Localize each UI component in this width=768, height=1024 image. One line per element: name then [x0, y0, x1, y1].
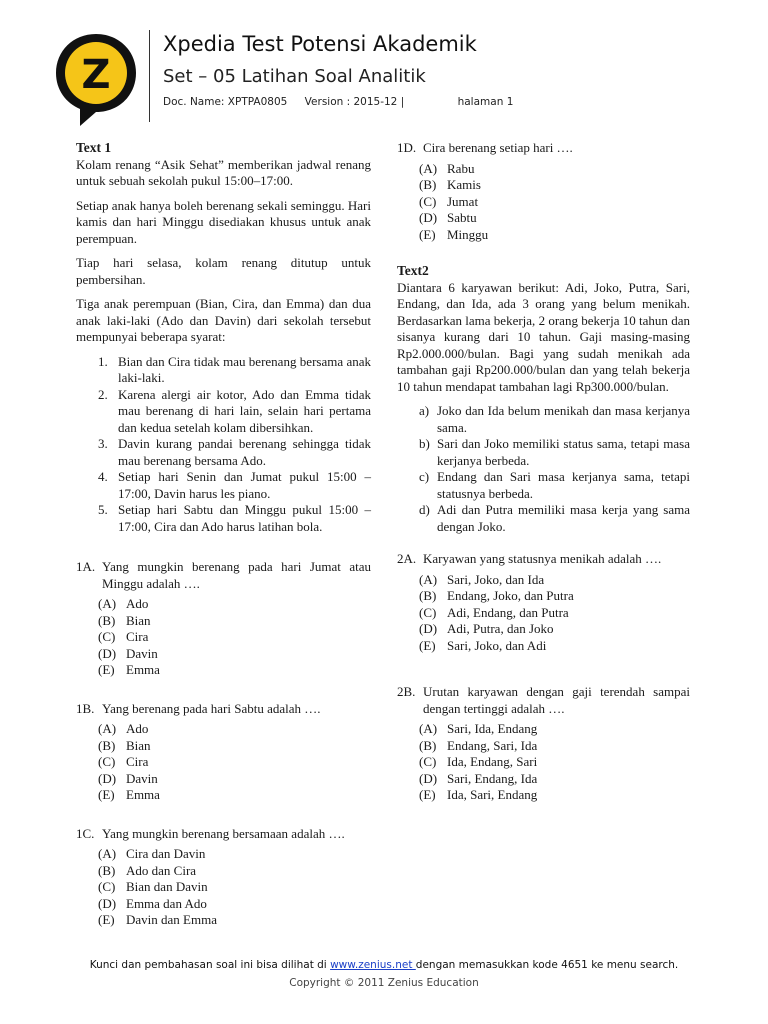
zenius-link[interactable]: www.zenius.net: [330, 959, 416, 971]
option-item: (E) Davin dan Emma: [98, 912, 217, 927]
list-item: 3. Davin kurang pandai berenang sehingga tidak mau berenang bersama Ado.: [98, 436, 371, 468]
option-item: (D) Adi, Putra, dan Joko: [419, 621, 554, 636]
option-item: (C) Jumat: [419, 193, 479, 209]
footer-text-before: Kunci dan pembahasan soal ini bisa dilihat di: [89, 959, 331, 971]
left-column: [76, 140, 371, 929]
text1-title: Text 1: [76, 140, 112, 155]
question-2b: 2B. Urutan karyawan dengan gaji terendah sampai dengan tertinggi adalah ….: [397, 684, 690, 716]
header-divider: [149, 30, 150, 122]
options-1c: [76, 846, 371, 929]
doc-name: Doc. Name: XPTPA0805: [163, 96, 288, 108]
question-1a: 1A. Yang mungkin berenang pada hari Jumat atau Minggu adalah ….: [76, 559, 371, 591]
conditions-list: [76, 354, 371, 536]
footer-text-after: dengan memasukkan kode 4651 ke menu search.: [415, 959, 679, 971]
options-1b: [76, 721, 371, 804]
option-item: (E) Emma: [98, 662, 160, 677]
doc-info: [163, 96, 513, 108]
option-item: (C) Bian dan Davin: [98, 879, 208, 894]
option-item: (E) Ida, Sari, Endang: [419, 787, 538, 802]
option-item: (C) Cira: [98, 629, 149, 644]
question-2a: 2A. Karyawan yang statusnya menikah adalah ….: [397, 551, 662, 566]
list-item: d) Adi dan Putra memiliki masa kerja yang sama dengan Joko.: [419, 502, 690, 534]
option-item: (A) Sari, Ida, Endang: [419, 721, 538, 736]
logo-letter: Z: [81, 52, 111, 98]
statements-list: [397, 403, 690, 535]
page-header: [0, 0, 768, 130]
page-number: halaman 1: [457, 96, 514, 108]
list-item: b) Sari dan Joko memiliki status sama, tetapi masa kerjanya berbeda.: [419, 436, 690, 468]
option-item: (A) Ado: [98, 721, 149, 736]
page-title: Xpedia Test Potensi Akademik: [163, 32, 477, 56]
option-item: (B) Bian: [98, 737, 151, 753]
page-subtitle: Set – 05 Latihan Soal Analitik: [163, 66, 426, 87]
options-1d: [397, 161, 690, 244]
question-1b: 1B. Yang berenang pada hari Sabtu adalah ….: [76, 700, 321, 716]
option-item: (A) Cira dan Davin: [98, 846, 206, 861]
option-item: (B) Endang, Joko, dan Putra: [419, 588, 574, 603]
copyright: Copyright © 2011 Zenius Education: [289, 977, 479, 989]
right-column: [397, 140, 690, 804]
option-item: (B) Bian: [98, 612, 151, 628]
list-item: c) Endang dan Sari masa kerjanya sama, tetapi statusnya berbeda.: [419, 469, 690, 501]
option-item: (D) Davin: [98, 770, 158, 786]
options-1a: [76, 596, 371, 679]
text2-paragraph: Diantara 6 karyawan berikut: Adi, Joko, Putra, Sari, Endang, dan Ida, ada 3 orang yang belum menikah. Berdasarkan lama bekerja, 2 orang bekerja 10 tahun dan sisanya kurang dari 10 tahun. Gaji masing-masing Rp2.000.000/bulan. Bagi yang sudah menikah ada tambahan gaji Rp200.000/bulan dan yang telah bekerja 10 tahun mendapat tambahan lagi Rp300.000/bulan.: [397, 279, 690, 394]
option-item: (C) Adi, Endang, dan Putra: [419, 604, 569, 620]
option-item: (D) Sabtu: [419, 210, 477, 225]
text2-title: Text2: [397, 263, 429, 278]
list-item: 1. Bian dan Cira tidak mau berenang bersama anak laki-laki.: [98, 353, 371, 385]
list-item: a) Joko dan Ida belum menikah dan masa kerjanya sama.: [419, 403, 690, 435]
text1-paragraph: Tiga anak perempuan (Bian, Cira, dan Emma) dan dua anak laki-laki (Ado dan Davin) dari sekolah tersebut mempunyai beberapa syarat:: [76, 296, 371, 344]
list-item: 2. Karena alergi air kotor, Ado dan Emma tidak mau berenang di hari lain, selain hari pertama dan kedua setelah kolam dibersihkan.: [98, 386, 371, 435]
footer-note: [0, 959, 768, 971]
option-item: (B) Endang, Sari, Ida: [419, 737, 538, 753]
option-item: (E) Sari, Joko, dan Adi: [419, 637, 547, 653]
zenius-logo-icon: [52, 30, 140, 130]
question-1d: 1D. Cira berenang setiap hari ….: [397, 140, 573, 155]
doc-version: Version : 2015-12 |: [304, 96, 405, 108]
option-item: (A) Rabu: [419, 160, 475, 176]
option-item: (D) Sari, Endang, Ida: [419, 770, 538, 786]
option-item: (C) Ida, Endang, Sari: [419, 754, 538, 769]
option-item: (D) Emma dan Ado: [98, 895, 207, 911]
option-item: (C) Cira: [98, 754, 149, 769]
question-1c: 1C. Yang mungkin berenang bersamaan adalah ….: [76, 825, 345, 841]
list-item: 5. Setiap hari Sabtu dan Minggu pukul 15:00 –17:00, Cira dan Ado harus latihan bola.: [98, 502, 371, 534]
list-item: 4. Setiap hari Senin dan Jumat pukul 15:00 – 17:00, Davin harus les piano.: [98, 469, 371, 501]
text1-paragraph: Setiap anak hanya boleh berenang sekali seminggu. Hari kamis dan hari Minggu disediakan khusus untuk anak perempuan.: [76, 197, 371, 246]
option-item: (A) Sari, Joko, dan Ida: [419, 571, 545, 587]
option-item: (B) Kamis: [419, 177, 481, 192]
options-2b: [397, 721, 690, 804]
text1-paragraph: Kolam renang “Asik Sehat” memberikan jadwal renang untuk sebuah sekolah pukul 15:00–17:00.: [76, 156, 371, 188]
option-item: (E) Minggu: [419, 226, 489, 242]
options-2a: [397, 572, 690, 655]
text1-paragraph: Tiap hari selasa, kolam renang ditutup untuk pembersihan.: [76, 255, 371, 287]
option-item: (B) Ado dan Cira: [98, 862, 197, 878]
option-item: (E) Emma: [98, 787, 160, 802]
option-item: (A) Ado: [98, 596, 149, 611]
option-item: (D) Davin: [98, 645, 158, 661]
